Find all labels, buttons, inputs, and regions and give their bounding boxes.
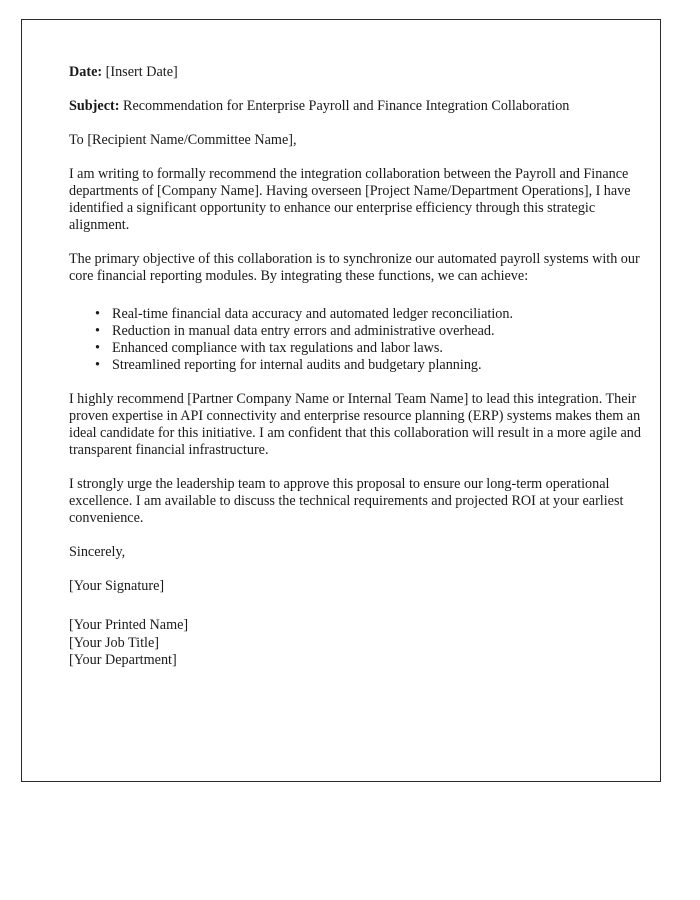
paragraph-recommendation: I highly recommend [Partner Company Name or Internal Team Name] to lead this integration. Their proven expertise in API connectivity and enterprise resource planning (ERP) systems makes them an ideal candidate for this initiative. I am confident that this collaboration will result in a more agile and transparent financial infrastructure. [69,391,641,458]
list-item-label: Real-time financial data accuracy and automated ledger reconciliation. [112,306,513,322]
list-item-label: Streamlined reporting for internal audits and budgetary planning. [112,357,482,373]
signature-placeholder: [Your Signature] [69,578,165,594]
department: [Your Department] [69,652,177,668]
signature-block [69,617,647,670]
list-item [69,323,647,340]
document-page-border [21,19,661,782]
paragraph-objective: The primary objective of this collaboration is to synchronize our automated payroll systems with our core financial reporting modules. By integrating these functions, we can achieve: [69,251,640,284]
paragraph-intro: I am writing to formally recommend the integration collaboration between the Payroll and Finance departments of [Company Name]. Having overseen [Project Name/Department Operations], I have identified a significant opportunity to enhance our enterprise efficiency through this strategic alignment. [69,166,631,233]
subject-line [69,98,647,115]
bullet-icon: • [95,306,100,322]
subject-label: Subject: [69,98,120,114]
list-item-label: Enhanced compliance with tax regulations and labor laws. [112,340,443,356]
date-label: Date: [69,64,103,80]
document-body [69,64,647,670]
date-value: [Insert Date] [105,64,178,80]
list-item [69,306,647,323]
salutation-line: To [Recipient Name/Committee Name], [69,132,297,148]
list-item [69,357,647,374]
bullet-icon: • [95,357,100,373]
printed-name: [Your Printed Name] [69,617,189,633]
closing-salutation: Sincerely, [69,544,126,560]
bullet-icon: • [95,323,100,339]
date-line [69,64,647,81]
list-item-label: Reduction in manual data entry errors and administrative overhead. [112,323,495,339]
list-item [69,340,647,357]
subject-value: Recommendation for Enterprise Payroll and Finance Integration Collaboration [123,98,570,114]
paragraph-call-to-action: I strongly urge the leadership team to approve this proposal to ensure our long-term operational excellence. I am available to discuss the technical requirements and projected ROI at your earliest convenience. [69,476,624,526]
benefits-bullet-list [69,306,647,374]
job-title: [Your Job Title] [69,634,160,651]
bullet-icon: • [95,340,100,356]
